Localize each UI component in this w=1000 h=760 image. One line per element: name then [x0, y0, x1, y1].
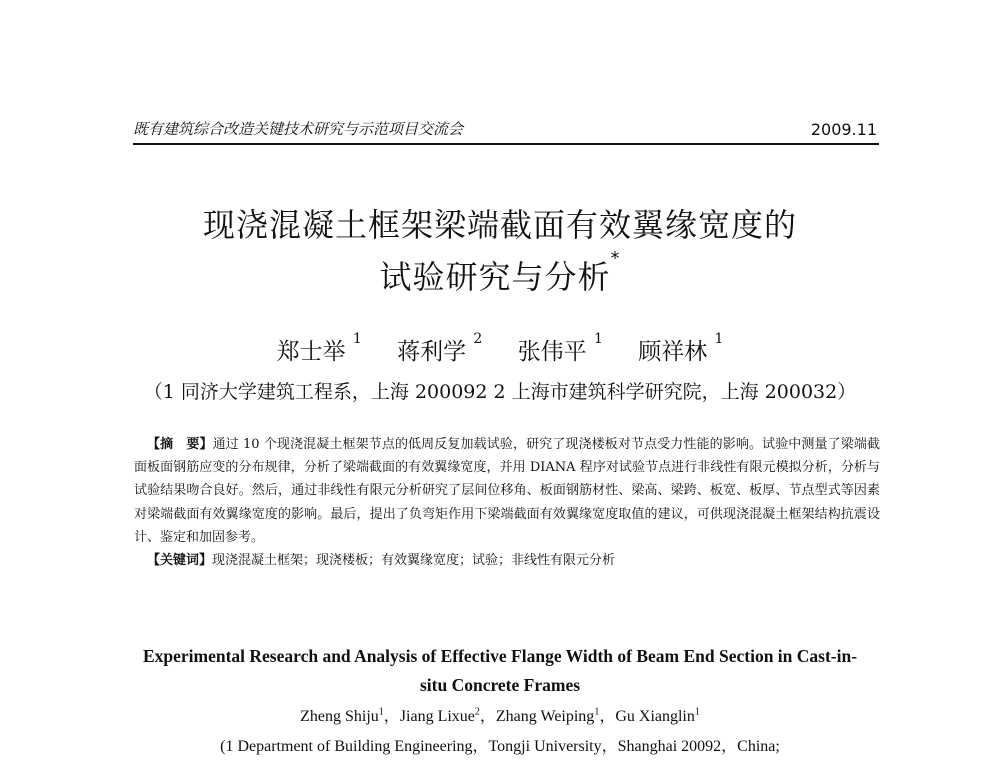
title-cn-line2-text: 试验研究与分析 — [379, 258, 611, 296]
title-en: Experimental Research and Analysis of Effective Flange Width of Beam End Section in Cast-in-situ Concrete Frames — [142, 646, 858, 695]
title-footnote-mark: * — [610, 248, 621, 269]
author-cn: 蒋利学 $^2$ — [397, 331, 483, 365]
running-header — [133, 118, 877, 139]
authors-cn — [0, 333, 1000, 366]
author-cn: 郑士举 $^1$ — [276, 331, 362, 365]
abstract — [134, 433, 880, 572]
abstract-paragraph — [134, 433, 880, 549]
author-cn: 顾祥林 $^1$ — [638, 331, 724, 365]
title-cn-line1: 现浇混凝土框架梁端截面有效翼缘宽度的 — [202, 206, 797, 244]
abstract-text: 通过 10 个现浇混凝土框架节点的低周反复加载试验，研究了现浇楼板对节点受力性能的影响。试验中测量了梁端截面板面钢筋应变的分布规律，分析了梁端截面的有效翼缘宽度，并用 DIANA 程序对试验节点进行非线性有限元模拟分析，分析与试验结果吻合良好。然后，通过非线性有限元分析研究了层间位移角、板面钢筋材性、梁高、梁跨、板宽、板厚、节点型式等因素对梁端截面有效翼缘宽度的影响。最后，提出了负弯矩作用下梁端截面有效翼缘宽度取值的建议，可供现浇混凝土框架结构抗震设计、鉴定和加固参考。 — [134, 437, 880, 545]
header-rule — [133, 143, 879, 145]
conference-series: 既有建筑综合改造关键技术研究与示范项目交流会 — [133, 120, 464, 138]
authors-en: Zheng Shiju$^1$，Jiang Lixue$^2$，Zhang Weiping$^1$，Gu Xianglin$^1$ — [300, 706, 700, 725]
author-cn: 张伟平 $^1$ — [517, 331, 603, 365]
keywords-text: 现浇混凝土框架；现浇楼板；有效翼缘宽度；试验；非线性有限元分析 — [212, 553, 616, 569]
affiliation-en: (1 Department of Building Engineering，Tongji University，Shanghai 20092，China; — [220, 738, 780, 755]
abstract-label: 【摘 要】 — [147, 437, 213, 452]
title-cn-line2 — [0, 248, 1000, 298]
affiliation-cn: （1 同济大学建筑工程系，上海 200092 2 上海市建筑科学研究院，上海 200032） — [143, 381, 857, 403]
keywords-label: 【关键词】 — [147, 553, 213, 569]
keywords-paragraph — [134, 549, 880, 572]
issue-date: 2009.11 — [810, 120, 877, 139]
